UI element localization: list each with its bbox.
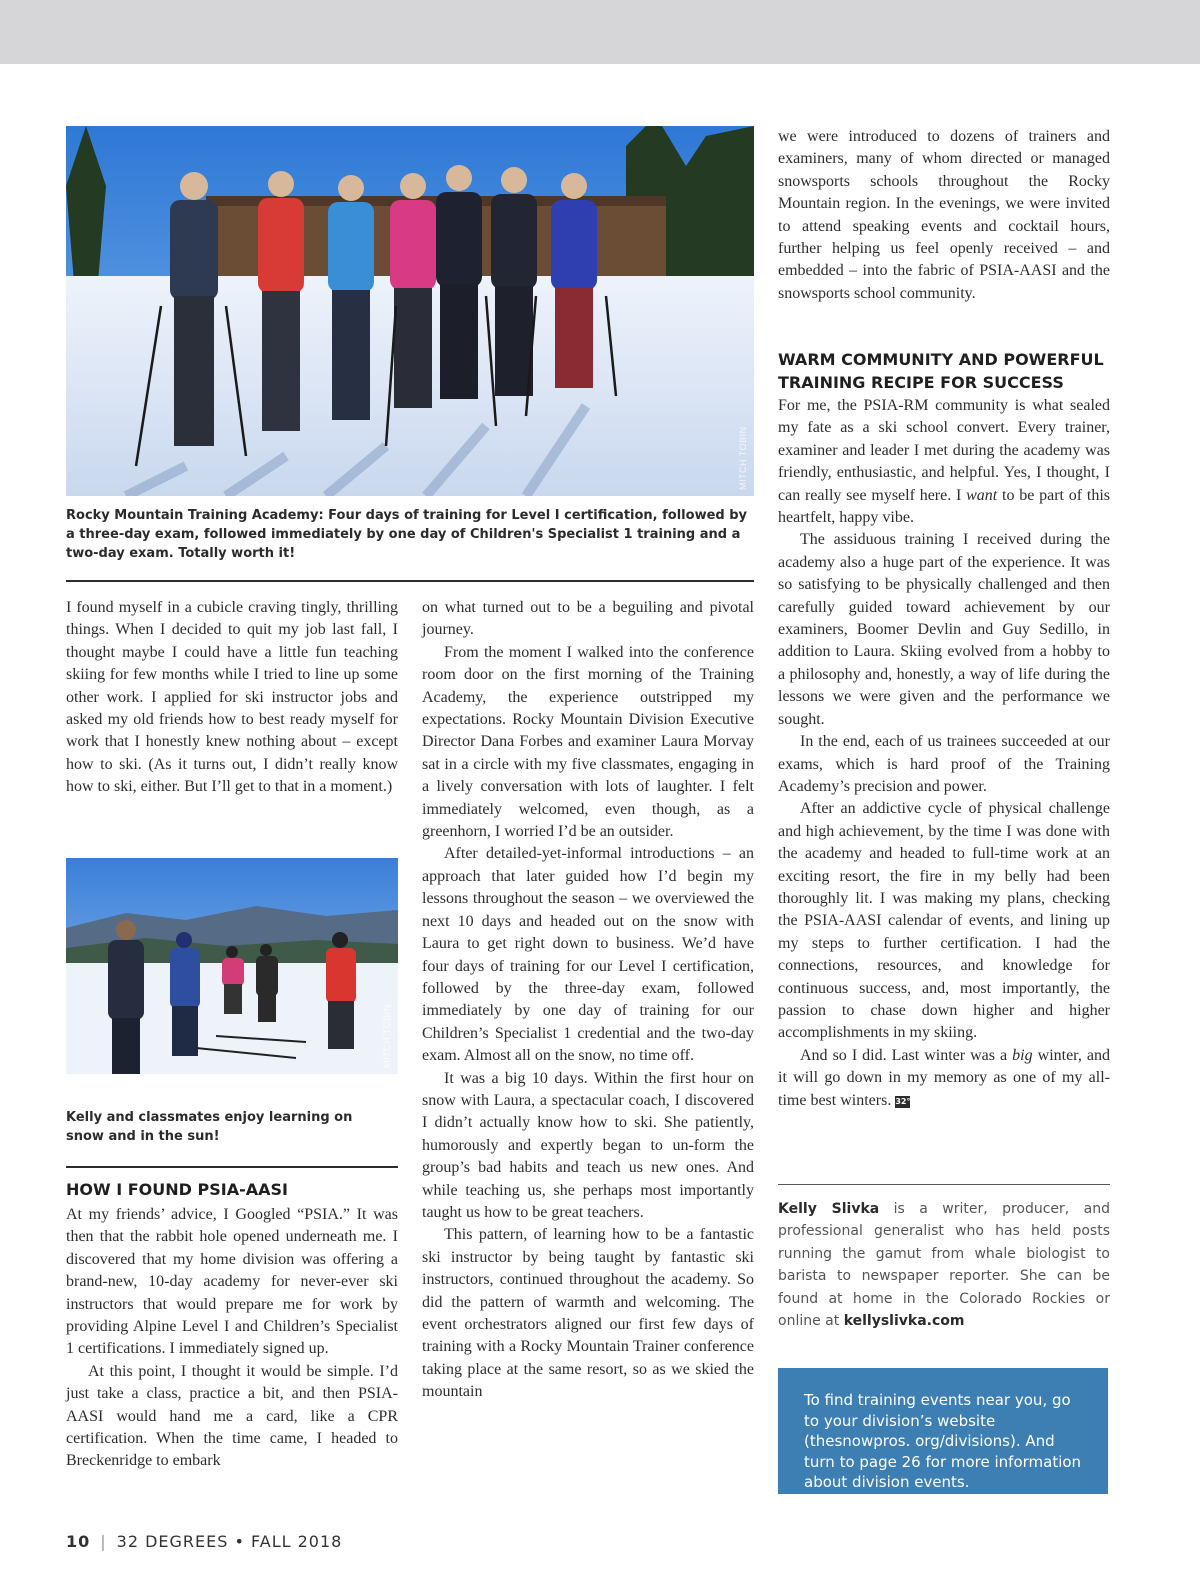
paragraph: This pattern, of learning how to be a fantastic ski instructor by being taught by fantastic ski instructors, continued throughout the academy. So did the pattern of warmth and welcoming. The event orchestrators aligned our first few days of training with a Rocky Mountain Trainer conference taking place at the same resort, so as we skied the mountain	[422, 1226, 754, 1401]
footer-separator: |	[100, 1532, 107, 1551]
section-heading: HOW I FOUND PSIA-AASI	[66, 1180, 288, 1199]
photo-caption-main: Rocky Mountain Training Academy: Four days of training for Level I certification, followed by a three-day exam, followed immediately by one day of Children's Specialist 1 training and a two-day exam. Totally worth it!	[66, 508, 748, 561]
paragraph: I found myself in a cubicle craving tingly, thrilling things. When I decided to quit my job last fall, I thought maybe I could have a little fun teaching skiing for few months while I tried to line up some other work. I applied for ski instructor jobs and asked my old friends how to best ready myself for work that I honestly knew nothing about – except how to ski. (As it turns out, I didn’t really know how to ski, either. But I’ll get to that in a moment.)	[66, 599, 398, 796]
page-number: 10	[66, 1532, 91, 1551]
paragraph: At my friends’ advice, I Googled “PSIA.” It was then that the rabbit hole opened underneath me. I discovered that my home division was offering a brand-new, 10-day academy for never-ever ski instructors that would prepare me for work by providing Alpine Level I and Children’s Specialist 1 certifications. I immediately signed up.	[66, 1206, 398, 1358]
paragraph: And so I did. Last winter was a big winter, and it will go down in my memory as one of my all-time best winters. 32°	[778, 1046, 1110, 1109]
section-heading: WARM COMMUNITY AND POWERFUL TRAINING RECIPE FOR SUCCESS	[778, 350, 1104, 392]
paragraph: we were introduced to dozens of trainers and examiners, many of whom directed or managed snowsports schools throughout the Rocky Mountain region. In the evenings, we were invited to attend speaking events and cocktail hours, further helping us feel openly received – and embedded – into the fabric of PSIA-AASI and the snowsports school community.	[778, 128, 1110, 302]
photo-training-group	[66, 126, 754, 496]
column-3-body	[778, 395, 1110, 1112]
paragraph: For me, the PSIA-RM community is what sealed my fate as a ski school convert. Every trainer, examiner and leader I met during the academy was friendly, enthusiastic, and helpful. Yes, I thought, I can really see myself here. I want to be part of this heartfelt, happy vibe.	[778, 397, 1110, 527]
author-website[interactable]: kellyslivka.com	[843, 1313, 965, 1330]
paragraph: From the moment I walked into the conference room door on the first morning of the Training Academy, the experience outstripped my expectations. Rocky Mountain Division Executive Director Dana Forbes and examiner Laura Morvay sat in a circle with my five classmates, engaging in a lively conversation with lots of laughter. I felt immediately welcomed, even though, as a greenhorn, I worried I’d be an outsider.	[422, 643, 754, 841]
emphasis: want	[966, 486, 998, 504]
end-mark-logo: 32°	[895, 1096, 911, 1106]
callout-box: To find training events near you, go to your division’s website (thesnowpros. org/divisions). And turn to page 26 for more information about division events.	[778, 1368, 1108, 1494]
photo-caption-small: Kelly and classmates enjoy learning on snow and in the sun!	[66, 1110, 353, 1144]
publication-name: 32 DEGREES • FALL 2018	[116, 1532, 343, 1551]
paragraph: It was a big 10 days. Within the first hour on snow with Laura, a spectacular coach, I discovered I didn’t actually know how to ski. She patiently, humorously and expertly began to un-form the group’s bad habits and teach us new ones. And while teaching us, she perhaps most importantly taught us how to be great teachers.	[422, 1069, 754, 1221]
paragraph: The assiduous training I received during the academy also a huge part of the experience. It was so satisfying to be physically challenged and then carefully guided toward achievement by our examiners, Boomer Devlin and Guy Sedillo, in addition to Laura. Skiing evolved from a hobby to a philosophy and, honestly, a way of life during the lessons we were given and the performance we sought.	[778, 531, 1110, 728]
paragraph: In the end, each of us trainees succeeded at our exams, which is hard proof of the Training Academy’s precision and power.	[778, 733, 1110, 795]
paragraph: on what turned out to be a beguiling and pivotal journey.	[422, 599, 754, 639]
column-1-continued	[66, 1204, 398, 1473]
paragraph: At this point, I thought it would be simple. I’d just take a class, practice a bit, and then PSIA-AASI would hand me a card, like a CPR certification. When the time came, I headed to Breckenridge to embark	[66, 1362, 398, 1470]
paragraph: After detailed-yet-informal introductions – an approach that later guided how I’d begin my lessons throughout the season – we overviewed the next 10 days and headed out on the snow with Laura to get right down to business. We’d have four days of training for our Level I certification, followed by the three-day exam, followed immediately by one day of training for our Children’s Specialist 1 credential and the two-day exam. Almost all on the snow, no time off.	[422, 845, 754, 1065]
top-bar	[0, 0, 1200, 64]
emphasis: big	[1012, 1046, 1033, 1064]
bio-divider	[778, 1184, 1110, 1185]
page-footer	[66, 1532, 342, 1551]
author-bio: Kelly Slivka is a writer, producer, and professional generalist who has held posts running the gamut from whale biologist to barista to newspaper reporter. She can be found at home in the Colorado Rockies or online at kellyslivka.com	[778, 1201, 1110, 1330]
column-1-intro	[66, 597, 398, 799]
photo-credit: MITCH TOBIN	[738, 426, 748, 490]
column-3-top	[778, 126, 1110, 305]
column-2	[422, 597, 754, 1404]
photo-credit: MITCH TOBIN	[382, 1004, 392, 1068]
author-name: Kelly Slivka	[778, 1201, 880, 1217]
photo-classmates-on-snow	[66, 858, 398, 1074]
divider-rule	[66, 1166, 398, 1168]
divider-rule	[66, 580, 754, 582]
paragraph: After an addictive cycle of physical challenge and high achievement, by the time I was done with the academy and headed to full-time work at an exciting resort, the fire in my belly had been thoroughly lit. I was making my plans, checking the PSIA-AASI calendar of events, and lining up my steps to further certification. I had the connections, resources, and knowledge for continuous success, and, most importantly, the passion to chase down higher and higher accomplishments in my skiing.	[778, 800, 1110, 1042]
